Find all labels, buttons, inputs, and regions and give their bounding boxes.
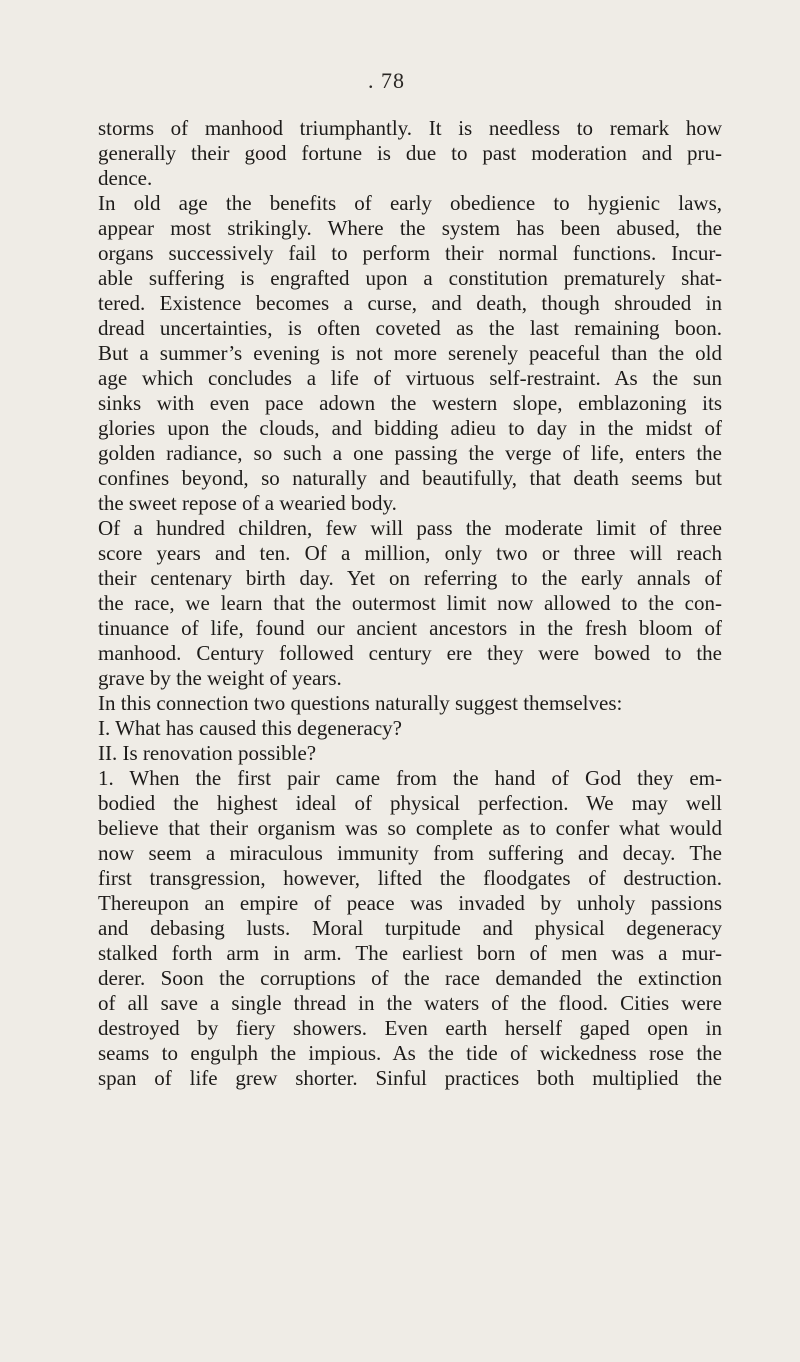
text-line: age which concludes a life of virtuous self-restraint. As the sun <box>98 366 722 390</box>
text-line: confines beyond, so naturally and beautifully, that death seems but <box>98 466 722 490</box>
page-number: . 78 <box>368 68 405 93</box>
text-line: believe that their organism was so complete as to confer what would <box>98 816 722 840</box>
text-line: the race, we learn that the outermost limit now allowed to the con- <box>98 591 722 615</box>
text-line: grave by the weight of years. <box>98 666 342 690</box>
text-line: II. Is renovation possible? <box>98 741 317 765</box>
text-line: dence. <box>98 166 153 190</box>
text-line: destroyed by fiery showers. Even earth herself gaped open in <box>98 1016 722 1040</box>
text-line: span of life grew shorter. Sinful practices both multiplied the <box>98 1066 722 1090</box>
text-line: generally their good fortune is due to past moderation and pru- <box>98 141 722 165</box>
text-line: stalked forth arm in arm. The earliest born of men was a mur- <box>98 941 722 965</box>
text-line: able suffering is engrafted upon a constitution prematurely shat- <box>98 266 722 290</box>
text-line: But a summer’s evening is not more serenely peaceful than the old <box>98 341 722 365</box>
text-line: Thereupon an empire of peace was invaded by unholy passions <box>98 891 722 915</box>
text-line: the sweet repose of a wearied body. <box>98 491 397 515</box>
text-line: tered. Existence becomes a curse, and death, though shrouded in <box>98 291 722 315</box>
text-line: of all save a single thread in the waters of the flood. Cities were <box>98 991 722 1015</box>
text-line: manhood. Century followed century ere they were bowed to the <box>98 641 722 665</box>
text-line: now seem a miraculous immunity from suffering and decay. The <box>98 841 722 865</box>
text-line: glories upon the clouds, and bidding adieu to day in the midst of <box>98 416 722 440</box>
text-line: derer. Soon the corruptions of the race demanded the extinction <box>98 966 722 990</box>
text-line: I. What has caused this degeneracy? <box>98 716 402 740</box>
text-line: seams to engulph the impious. As the tide of wickedness rose the <box>98 1041 722 1065</box>
text-line: their centenary birth day. Yet on referring to the early annals of <box>98 566 722 590</box>
text-line: golden radiance, so such a one passing the verge of life, enters the <box>98 441 722 465</box>
text-line: sinks with even pace adown the western slope, emblazoning its <box>98 391 722 415</box>
text-line: bodied the highest ideal of physical perfection. We may well <box>98 791 722 815</box>
body-text <box>98 116 722 1091</box>
text-line: Of a hundred children, few will pass the moderate limit of three <box>98 516 722 540</box>
text-line: tinuance of life, found our ancient ancestors in the fresh bloom of <box>98 616 722 640</box>
text-line: In old age the benefits of early obedience to hygienic laws, <box>98 191 722 215</box>
text-line: and debasing lusts. Moral turpitude and physical degeneracy <box>98 916 722 940</box>
text-line: 1. When the first pair came from the hand of God they em- <box>98 766 722 790</box>
text-line: organs successively fail to perform their normal functions. Incur- <box>98 241 722 265</box>
text-line: storms of manhood triumphantly. It is needless to remark how <box>98 116 722 140</box>
text-line: In this connection two questions naturally suggest themselves: <box>98 691 623 715</box>
text-line: appear most strikingly. Where the system has been abused, the <box>98 216 722 240</box>
text-line: first transgression, however, lifted the floodgates of destruction. <box>98 866 722 890</box>
text-line: dread uncertainties, is often coveted as the last remaining boon. <box>98 316 722 340</box>
text-line: score years and ten. Of a million, only two or three will reach <box>98 541 722 565</box>
